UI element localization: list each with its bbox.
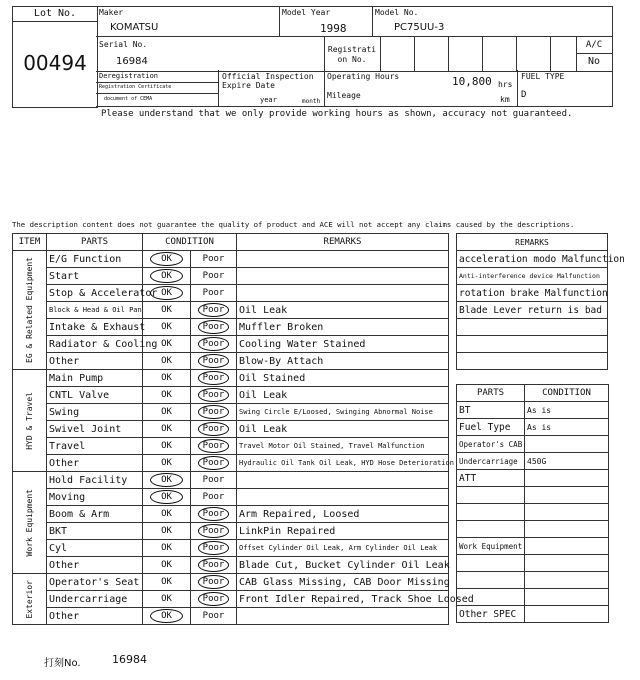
ok-mark-selected: OK <box>150 490 183 504</box>
remarks-cell: Front Idler Repaired, Track Shoe Loosed <box>237 591 449 608</box>
part-name: Other <box>47 608 143 625</box>
poor-cell <box>191 285 237 302</box>
ok-cell <box>143 421 191 438</box>
poor-cell <box>191 506 237 523</box>
spec-condition <box>525 504 609 521</box>
part-name: Moving <box>47 489 143 506</box>
table-row <box>13 523 449 540</box>
table-row <box>13 455 449 472</box>
part-name: Stop & Accelerator <box>47 285 143 302</box>
ok-cell <box>143 523 191 540</box>
registration-label-1: Registrati <box>327 45 377 54</box>
ok-mark: OK <box>161 560 172 570</box>
poor-cell <box>191 523 237 540</box>
reg-cert-label: Registration Certificate <box>99 84 172 90</box>
maker-label: Maker <box>99 8 124 17</box>
ok-cell <box>143 455 191 472</box>
table-row <box>13 574 449 591</box>
ac-value: No <box>587 56 601 67</box>
mileage-label: Mileage <box>327 91 361 100</box>
poor-mark-selected: Poor <box>198 422 230 436</box>
remarks-cell: Muffler Broken <box>237 319 449 336</box>
spec-condition <box>525 606 609 623</box>
spec-condition <box>525 589 609 606</box>
ok-mark: OK <box>161 509 172 519</box>
part-name: Travel <box>47 438 143 455</box>
spec-condition <box>525 470 609 487</box>
poor-mark-selected: Poor <box>198 541 230 555</box>
op-hours-value: 10,800 <box>452 75 492 88</box>
remarks-cell <box>237 608 449 625</box>
spec-row <box>457 487 609 504</box>
poor-cell <box>191 472 237 489</box>
model-no-label: Model No. <box>375 8 419 17</box>
part-name: Other <box>47 557 143 574</box>
spec-header-parts: PARTS <box>457 385 525 402</box>
poor-cell <box>191 540 237 557</box>
table-row <box>13 387 449 404</box>
engraved-value: 16984 <box>112 653 147 666</box>
lot-label: Lot No. <box>33 8 77 19</box>
spec-parts-table <box>456 384 609 623</box>
table-row <box>13 302 449 319</box>
spec-row <box>457 453 609 470</box>
model-year-label: Model Year <box>282 8 331 17</box>
part-name: BKT <box>47 523 143 540</box>
remarks-cell: Oil Leak <box>237 302 449 319</box>
registration-label-2: on No. <box>337 55 367 64</box>
poor-mark-selected: Poor <box>198 337 230 351</box>
remarks-cell <box>237 489 449 506</box>
poor-mark: Poor <box>202 475 225 485</box>
ok-cell <box>143 608 191 625</box>
spec-condition <box>525 521 609 538</box>
ok-mark-selected: OK <box>150 269 183 283</box>
category-label: Work Equipment <box>25 488 34 557</box>
part-name: Boom & Arm <box>47 506 143 523</box>
extra-remark-text <box>457 353 608 370</box>
spec-part: ATT <box>457 470 525 487</box>
spec-condition <box>525 538 609 555</box>
table-row <box>13 285 449 302</box>
ok-mark-selected: OK <box>150 286 183 300</box>
poor-cell <box>191 489 237 506</box>
ok-cell <box>143 404 191 421</box>
poor-mark-selected: Poor <box>198 320 230 334</box>
extra-remarks-row <box>457 336 608 353</box>
remarks-cell <box>237 268 449 285</box>
remarks-cell <box>237 472 449 489</box>
table-row <box>13 540 449 557</box>
poor-mark-selected: Poor <box>198 524 230 538</box>
category-cell <box>13 251 47 370</box>
fuel-type-label: FUEL TYPE <box>521 72 565 81</box>
ok-cell <box>143 540 191 557</box>
ok-cell <box>143 285 191 302</box>
ok-mark-selected: OK <box>150 252 183 266</box>
remarks-cell: Hydraulic Oil Tank Oil Leak, HYD Hose Deterioration <box>237 455 449 472</box>
extra-remark-text: Anti-interference device Malfunction <box>457 268 608 285</box>
year-label: year <box>260 96 277 104</box>
table-row <box>13 506 449 523</box>
extra-remarks-row <box>457 251 608 268</box>
ok-mark: OK <box>161 543 172 553</box>
ok-cell <box>143 438 191 455</box>
op-hours-label: Operating Hours <box>327 72 400 81</box>
ok-cell <box>143 302 191 319</box>
ok-cell <box>143 268 191 285</box>
ok-mark: OK <box>161 594 172 604</box>
poor-mark-selected: Poor <box>198 439 230 453</box>
spec-part <box>457 504 525 521</box>
ok-cell <box>143 472 191 489</box>
poor-cell <box>191 302 237 319</box>
spec-row <box>457 436 609 453</box>
spec-row <box>457 538 609 555</box>
poor-cell <box>191 268 237 285</box>
poor-mark-selected: Poor <box>198 354 230 368</box>
ok-cell <box>143 506 191 523</box>
spec-row <box>457 521 609 538</box>
poor-cell <box>191 421 237 438</box>
engraved-label: 打刻No. <box>44 658 81 669</box>
ok-cell <box>143 591 191 608</box>
table-row <box>13 591 449 608</box>
remarks-cell: Arm Repaired, Loosed <box>237 506 449 523</box>
ok-cell <box>143 319 191 336</box>
remarks-cell: CAB Glass Missing, CAB Door Missing <box>237 574 449 591</box>
remarks-cell: Blade Cut, Bucket Cylinder Oil Leak <box>237 557 449 574</box>
extra-remarks-row <box>457 285 608 302</box>
category-label: EG & Related Equipment <box>25 257 34 363</box>
extra-remark-text: Blade Lever return is bad <box>457 302 608 319</box>
spec-condition <box>525 572 609 589</box>
dereg-label: Deregistration <box>99 72 159 80</box>
category-cell <box>13 574 47 625</box>
spec-row <box>457 572 609 589</box>
table-row <box>13 268 449 285</box>
ok-mark: OK <box>161 577 172 587</box>
spec-row <box>457 419 609 436</box>
table-row <box>13 404 449 421</box>
spec-part: BT <box>457 402 525 419</box>
model-year-value: 1998 <box>320 22 347 35</box>
maker-value: KOMATSU <box>110 22 159 33</box>
poor-cell <box>191 370 237 387</box>
table-row <box>13 421 449 438</box>
part-name: Main Pump <box>47 370 143 387</box>
remarks-cell: Cooling Water Stained <box>237 336 449 353</box>
ok-mark: OK <box>161 373 172 383</box>
poor-cell <box>191 438 237 455</box>
ok-mark: OK <box>161 441 172 451</box>
part-name: Cyl <box>47 540 143 557</box>
km-label: km <box>500 95 510 104</box>
fuel-type-value: D <box>521 90 527 100</box>
remarks-cell: Offset Cylinder Oil Leak, Arm Cylinder Oil Leak <box>237 540 449 557</box>
spec-part: Undercarriage <box>457 453 525 470</box>
ok-cell <box>143 574 191 591</box>
spec-condition <box>525 436 609 453</box>
part-name: CNTL Valve <box>47 387 143 404</box>
ok-mark: OK <box>161 339 172 349</box>
part-name: Undercarriage <box>47 591 143 608</box>
category-label: HYD & Travel <box>25 391 34 450</box>
table-row <box>13 353 449 370</box>
ok-mark: OK <box>161 526 172 536</box>
lot-box <box>12 6 98 108</box>
spec-part <box>457 572 525 589</box>
ok-mark: OK <box>161 458 172 468</box>
ok-cell <box>143 387 191 404</box>
poor-cell <box>191 353 237 370</box>
table-row <box>13 489 449 506</box>
ok-mark: OK <box>161 390 172 400</box>
serial-value: 16984 <box>116 56 148 67</box>
poor-mark-selected: Poor <box>198 371 230 385</box>
poor-cell <box>191 608 237 625</box>
disclaimer: The description content does not guarantee the quality of product and ACE will not accept any claims caused by the descriptions. <box>12 220 575 229</box>
poor-cell <box>191 455 237 472</box>
dereg-row <box>96 70 612 106</box>
header-remarks: REMARKS <box>237 234 449 251</box>
extra-remarks-row <box>457 268 608 285</box>
table-row <box>13 557 449 574</box>
table-header-row <box>13 234 449 251</box>
ok-mark: OK <box>161 356 172 366</box>
part-name: Radiator & Cooling <box>47 336 143 353</box>
spec-row <box>457 555 609 572</box>
poor-mark-selected: Poor <box>198 303 230 317</box>
ok-mark: OK <box>161 424 172 434</box>
lot-value: 00494 <box>23 51 87 75</box>
part-name: E/G Function <box>47 251 143 268</box>
spec-header-condition: CONDITION <box>525 385 609 402</box>
model-no-value: PC75UU-3 <box>394 22 445 33</box>
ac-label: A/C <box>585 40 603 50</box>
remarks-cell: Oil Stained <box>237 370 449 387</box>
cema-label: document of CEMA <box>104 96 153 102</box>
remarks-cell: LinkPin Repaired <box>237 523 449 540</box>
poor-mark-selected: Poor <box>198 405 230 419</box>
poor-mark-selected: Poor <box>198 575 230 589</box>
ok-cell <box>143 251 191 268</box>
poor-mark: Poor <box>202 492 225 502</box>
ok-mark: OK <box>161 322 172 332</box>
remarks-cell: Travel Motor Oil Stained, Travel Malfunction <box>237 438 449 455</box>
spec-condition <box>525 487 609 504</box>
poor-mark: Poor <box>202 288 225 298</box>
poor-cell <box>191 336 237 353</box>
extra-remark-text: rotation brake Malfunction <box>457 285 608 302</box>
part-name: Operator's Seat <box>47 574 143 591</box>
extra-remark-text <box>457 336 608 353</box>
part-name: Other <box>47 353 143 370</box>
extra-remarks-table <box>456 233 625 370</box>
spec-part: Fuel Type <box>457 419 525 436</box>
extra-remarks-row <box>457 353 608 370</box>
table-row <box>13 319 449 336</box>
table-row <box>13 370 449 387</box>
poor-mark: Poor <box>202 271 225 281</box>
poor-mark-selected: Poor <box>198 456 230 470</box>
spec-condition: As is <box>525 419 609 436</box>
spec-part: Other SPEC <box>457 606 525 623</box>
part-name: Other <box>47 455 143 472</box>
header-parts: PARTS <box>47 234 143 251</box>
poor-cell <box>191 557 237 574</box>
table-row <box>13 608 449 625</box>
poor-mark-selected: Poor <box>198 592 230 606</box>
month-label: month <box>302 98 321 105</box>
table-row <box>13 472 449 489</box>
remarks-cell <box>237 251 449 268</box>
ok-cell <box>143 557 191 574</box>
inspection-label-1: Official Inspection <box>222 72 314 81</box>
spec-condition <box>525 555 609 572</box>
hrs-label: hrs <box>498 80 513 89</box>
remarks-cell: Oil Leak <box>237 421 449 438</box>
spec-row <box>457 589 609 606</box>
category-label: Exterior <box>25 579 34 619</box>
poor-mark-selected: Poor <box>198 507 230 521</box>
spec-row <box>457 402 609 419</box>
header-condition: CONDITION <box>143 234 237 251</box>
poor-cell <box>191 319 237 336</box>
serial-label: Serial No. <box>99 40 148 49</box>
part-name: Swing <box>47 404 143 421</box>
spec-condition: As is <box>525 402 609 419</box>
extra-remark-text: acceleration modo Malfunction <box>457 251 608 268</box>
spec-condition: 450G <box>525 453 609 470</box>
ok-cell <box>143 353 191 370</box>
ok-mark: OK <box>161 407 172 417</box>
poor-cell <box>191 251 237 268</box>
part-name: Block & Head & Oil Pan <box>47 302 143 319</box>
remarks-cell <box>237 285 449 302</box>
ok-mark: OK <box>161 305 172 315</box>
extra-remark-text <box>457 319 608 336</box>
table-row <box>13 336 449 353</box>
poor-cell <box>191 404 237 421</box>
ok-mark-selected: OK <box>150 609 183 623</box>
inspection-label-2: Expire Date <box>222 81 275 90</box>
spec-part: Work Equipment <box>457 538 525 555</box>
extra-remarks-row <box>457 319 608 336</box>
poor-mark: Poor <box>202 254 225 264</box>
spec-part <box>457 521 525 538</box>
spec-part <box>457 589 525 606</box>
remarks-cell: Swing Circle E/Loosed, Swinging Abnormal Noise <box>237 404 449 421</box>
spec-part <box>457 555 525 572</box>
category-cell <box>13 472 47 574</box>
poor-cell <box>191 591 237 608</box>
poor-mark-selected: Poor <box>198 388 230 402</box>
part-name: Start <box>47 268 143 285</box>
remarks-cell: Blow-By Attach <box>237 353 449 370</box>
table-row <box>13 251 449 268</box>
spec-part <box>457 487 525 504</box>
spec-row <box>457 504 609 521</box>
table-row <box>13 438 449 455</box>
header-item: ITEM <box>13 234 47 251</box>
ok-mark-selected: OK <box>150 473 183 487</box>
poor-mark: Poor <box>202 611 225 621</box>
poor-mark-selected: Poor <box>198 558 230 572</box>
poor-cell <box>191 574 237 591</box>
spec-row <box>457 606 609 623</box>
extra-remarks-row <box>457 302 608 319</box>
part-name: Intake & Exhaust <box>47 319 143 336</box>
extra-remarks-header: REMARKS <box>457 234 608 251</box>
ok-cell <box>143 370 191 387</box>
part-name: Hold Facility <box>47 472 143 489</box>
spec-row <box>457 470 609 487</box>
part-name: Swivel Joint <box>47 421 143 438</box>
spec-part: Operator's CAB <box>457 436 525 453</box>
vehicle-info-grid <box>96 6 613 72</box>
ok-cell <box>143 489 191 506</box>
remarks-cell: Oil Leak <box>237 387 449 404</box>
category-cell <box>13 370 47 472</box>
poor-cell <box>191 387 237 404</box>
hours-note: Please understand that we only provide working hours as shown, accuracy not guaranteed. <box>101 109 573 119</box>
header-block <box>12 6 612 106</box>
